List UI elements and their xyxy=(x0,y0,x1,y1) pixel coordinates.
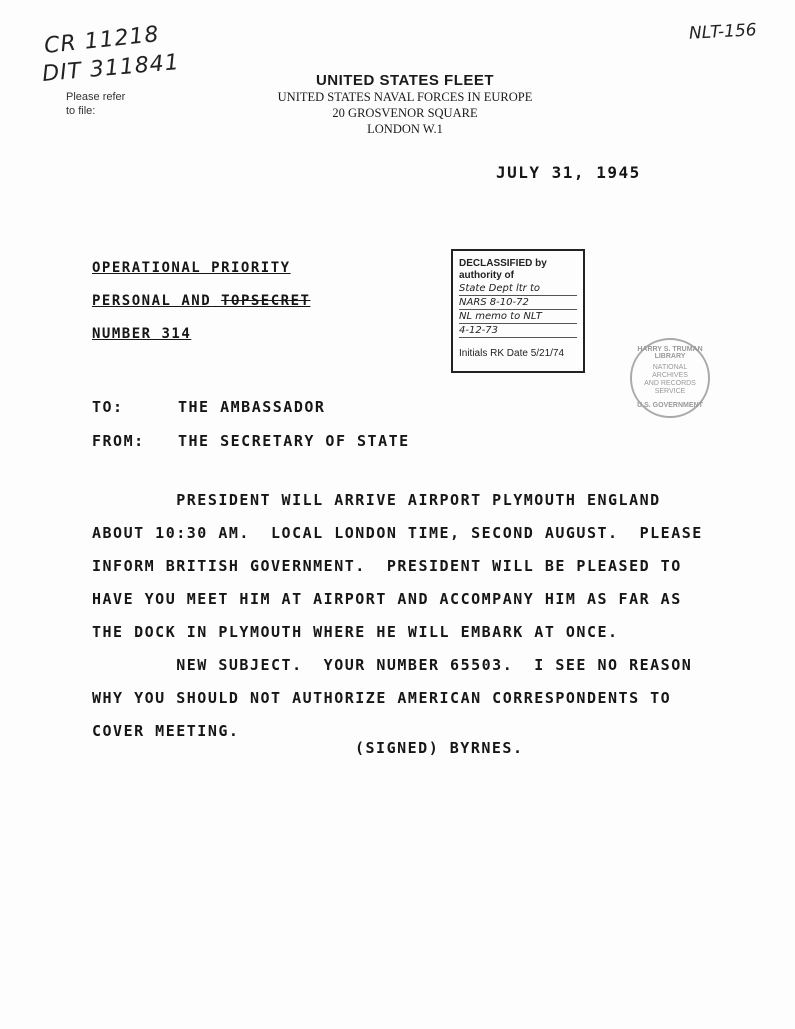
stamp-initials-date: Initials RK Date 5/21/74 xyxy=(459,348,565,359)
seal-middle-text: NATIONAL ARCHIVES AND RECORDS SERVICE xyxy=(644,364,696,395)
body-line: THE DOCK IN PLYMOUTH WHERE HE WILL EMBARK AT ONCE. xyxy=(92,623,619,641)
address-block xyxy=(92,390,410,458)
seal-bottom-text: U.S. GOVERNMENT xyxy=(637,402,703,409)
body-line: COVER MEETING. xyxy=(92,722,240,740)
to-value: THE AMBASSADOR xyxy=(178,398,326,416)
body-line: HAVE YOU MEET HIM AT AIRPORT AND ACCOMPANY HIM AS FAR AS xyxy=(92,590,682,608)
struck-classification: TOPSECRET xyxy=(221,293,311,309)
body-line: WHY YOU SHOULD NOT AUTHORIZE AMERICAN CORRESPONDENTS TO xyxy=(92,689,672,707)
letterhead-city: LONDON W.1 xyxy=(367,122,443,136)
message-body xyxy=(92,484,732,748)
document-date: JULY 31, 1945 xyxy=(496,163,641,182)
seal-top-text: HARRY S. TRUMAN LIBRARY xyxy=(637,346,703,360)
letterhead-title: UNITED STATES FLEET xyxy=(315,72,495,89)
stamp-authority-line-1: State Dept ltr to xyxy=(459,282,577,296)
from-label: FROM: xyxy=(92,432,145,450)
handwritten-reference-1: CR 11218 xyxy=(43,22,161,59)
handwritten-file-number: NLT-156 xyxy=(688,20,758,44)
stamp-heading: DECLASSIFIED by authority of xyxy=(459,258,547,281)
letterhead-street: 20 GROSVENOR SQUARE xyxy=(332,106,478,120)
to-file-line: to file: xyxy=(66,105,96,117)
from-row xyxy=(92,424,410,458)
from-value: THE SECRETARY OF STATE xyxy=(178,432,410,450)
body-line: NEW SUBJECT. YOUR NUMBER 65503. I SEE NO REASON xyxy=(92,656,693,674)
please-refer-note xyxy=(66,90,125,118)
message-designation xyxy=(92,260,310,359)
please-refer-line: Please refer xyxy=(66,91,126,103)
body-line: PRESIDENT WILL ARRIVE AIRPORT PLYMOUTH ENGLAND xyxy=(92,491,661,509)
stamp-authority-line-4: 4-12-73 xyxy=(459,324,577,338)
stamp-authority-line-2: NARS 8-10-72 xyxy=(459,296,577,310)
priority-line: OPERATIONAL PRIORITY xyxy=(92,260,291,276)
handwritten-reference-2: DIT 311841 xyxy=(41,50,181,87)
to-row xyxy=(92,390,410,424)
stamp-authority-line-3: NL memo to NLT xyxy=(459,310,577,324)
body-line: INFORM BRITISH GOVERNMENT. PRESIDENT WILL BE PLEASED TO xyxy=(92,557,682,575)
message-number: NUMBER 314 xyxy=(92,326,192,342)
letterhead xyxy=(255,72,555,137)
personal-prefix: PERSONAL AND xyxy=(92,293,212,309)
body-line: ABOUT 10:30 AM. LOCAL LONDON TIME, SECOND AUGUST. PLEASE xyxy=(92,524,703,542)
to-label: TO: xyxy=(92,398,124,416)
library-seal xyxy=(630,338,710,418)
declassification-stamp xyxy=(451,249,585,373)
classification-line xyxy=(92,293,310,309)
signature: (SIGNED) BYRNES. xyxy=(355,739,524,757)
letterhead-organization: UNITED STATES NAVAL FORCES IN EUROPE xyxy=(277,90,533,104)
